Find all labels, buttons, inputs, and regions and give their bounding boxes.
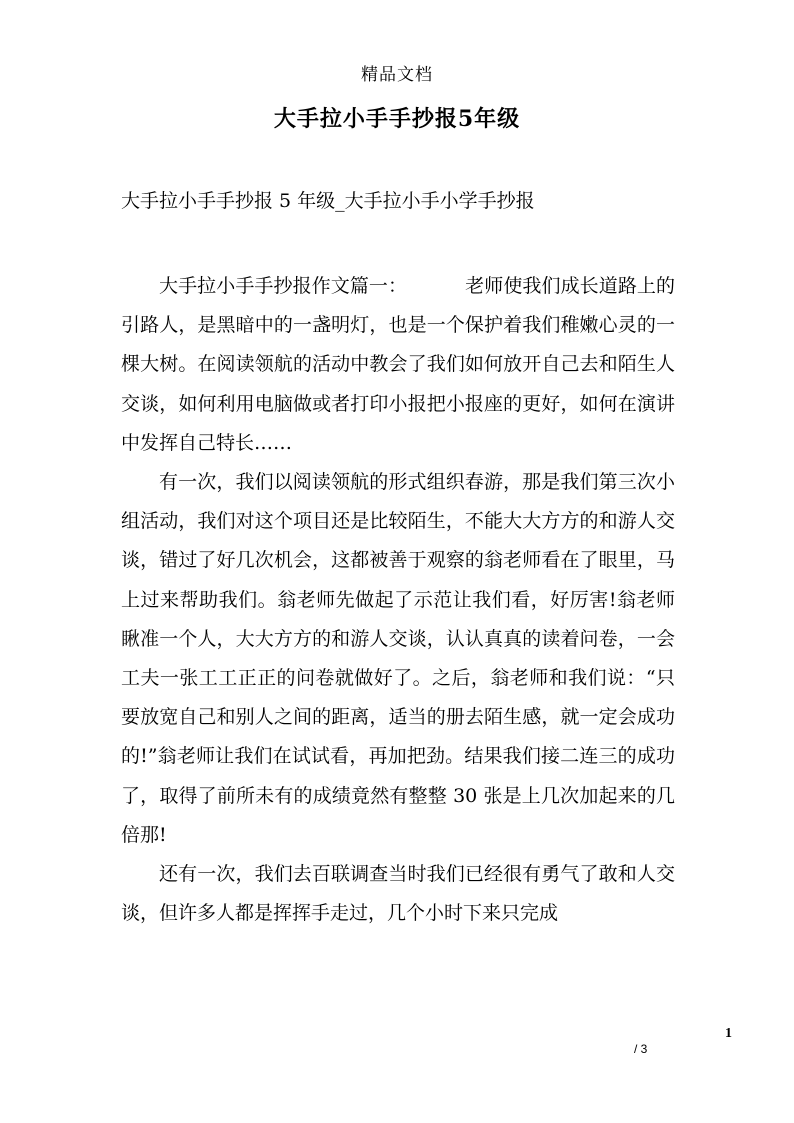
paragraph-1 xyxy=(121,267,675,463)
document-subtitle: 大手拉小手手抄报 5 年级_大手拉小手小学手抄报 xyxy=(121,190,535,212)
page-number: 1 xyxy=(725,1026,732,1041)
document-body xyxy=(121,267,675,933)
paragraph-2: 有一次，我们以阅读领航的形式组织春游，那是我们第三次小组活动，我们对这个项目还是比较陌生，不能大大方方的和游人交谈，错过了好几次机会，这都被善于观察的翁老师看在了眼里，马上过来帮助我们。翁老师先做起了示范让我们看，好厉害!翁老师瞅准一个人，大大方方的和游人交谈，认认真真的读着问卷，一会工夫一张工工正正的问卷就做好了。之后，翁老师和我们说：“只要放宽自己和别人之间的距离，适当的册去陌生感，就一定会成功的!”翁老师让我们在试试看，再加把劲。结果我们接二连三的成功了，取得了前所未有的成绩竟然有整整 30 张是上几次加起来的几倍那! xyxy=(121,471,675,846)
page-total: / 3 xyxy=(634,1042,648,1056)
paragraph-3: 还有一次，我们去百联调查当时我们已经很有勇气了敢和人交谈，但许多人都是挥挥手走过，几个小时下来只完成 xyxy=(121,863,675,925)
paragraph-1-lead: 大手拉小手手抄报作文篇一： xyxy=(159,275,408,297)
paragraph-1-text: 老师使我们成长道路上的引路人，是黑暗中的一盏明灯，也是一个保护着我们稚嫩心灵的一棵大树。在阅读领航的活动中教会了我们如何放开自己去和陌生人交谈，如何利用电脑做或者打印小报把小报座的更好，如何在演讲中发挥自己特长…… xyxy=(121,275,675,454)
page-header: 精品文档 xyxy=(361,65,433,85)
document-title: 大手拉小手手抄报5年级 xyxy=(273,106,521,132)
